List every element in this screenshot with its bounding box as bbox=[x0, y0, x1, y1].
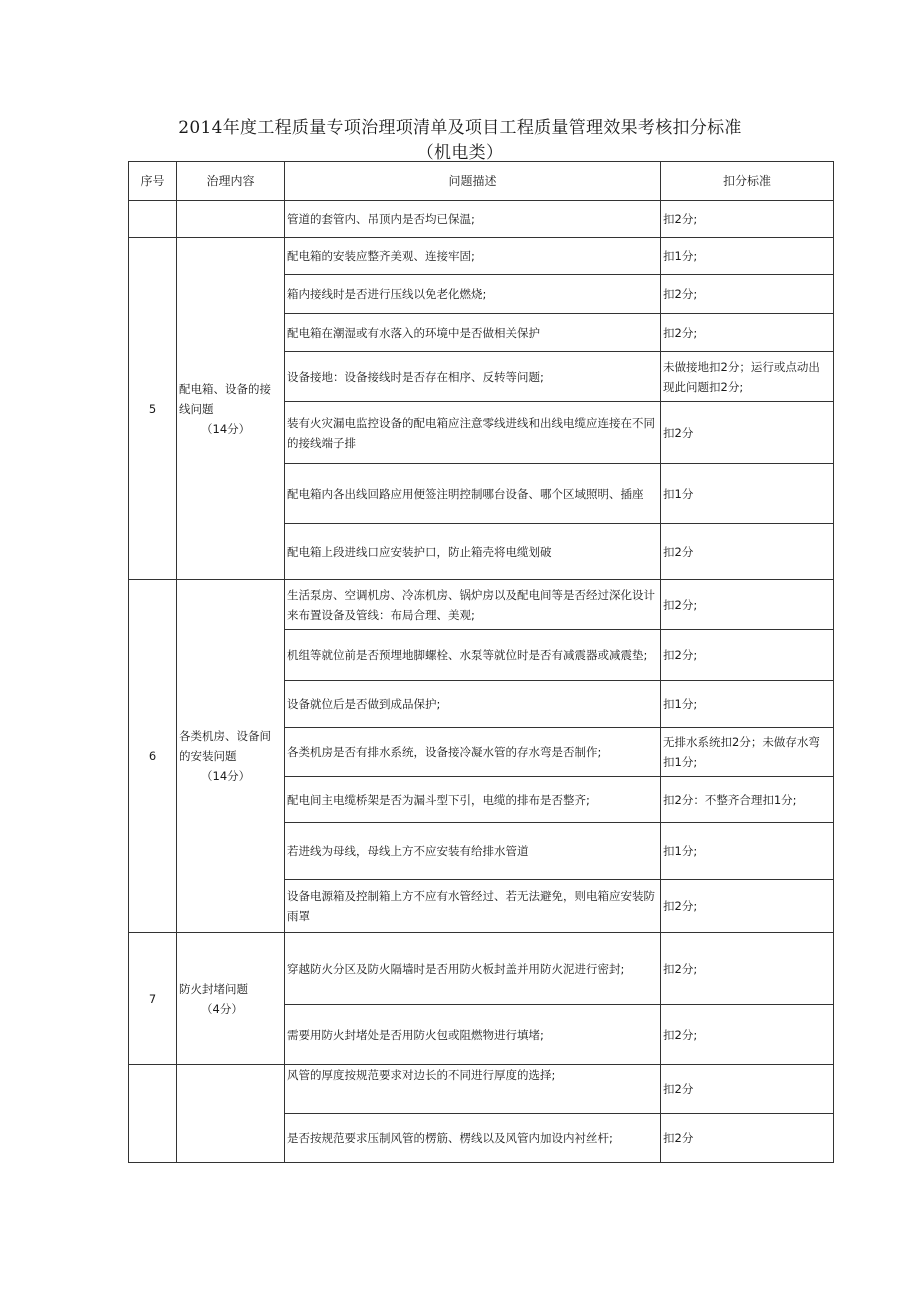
header-no: 序号 bbox=[129, 162, 177, 201]
row-desc: 若进线为母线，母线上方不应安装有给排水管道 bbox=[285, 823, 661, 880]
table-row bbox=[129, 238, 834, 275]
group-6-points: （14分） bbox=[201, 769, 251, 783]
row-deduct: 扣2分：不整齐合理扣1分; bbox=[661, 777, 834, 823]
row-deduct: 扣2分 bbox=[661, 402, 834, 464]
row-desc: 设备接地：设备接线时是否存在相序、反转等问题; bbox=[285, 352, 661, 402]
row-desc: 机组等就位前是否预埋地脚螺栓、水泵等就位时是否有减震器或减震垫; bbox=[285, 630, 661, 681]
table-row bbox=[129, 201, 834, 238]
row-desc: 各类机房是否有排水系统，设备接冷凝水管的存水弯是否制作; bbox=[285, 728, 661, 777]
row-desc: 配电箱的安装应整齐美观、连接牢固; bbox=[285, 238, 661, 275]
group-8-number bbox=[129, 1065, 177, 1163]
document-subtitle: （机电类） bbox=[416, 143, 504, 163]
document-title: 2014年度工程质量专项治理项清单及项目工程质量管理效果考核扣分标准 bbox=[178, 118, 742, 138]
header-topic: 治理内容 bbox=[177, 162, 285, 201]
row-deduct: 扣2分; bbox=[661, 580, 834, 630]
group-7-topic bbox=[177, 933, 285, 1065]
header-desc: 问题描述 bbox=[285, 162, 661, 201]
group-6-number: 6 bbox=[129, 580, 177, 933]
row-deduct: 扣2分; bbox=[661, 275, 834, 314]
row-deduct: 扣2分; bbox=[661, 880, 834, 933]
group-7-topic-text: 防火封堵问题 bbox=[179, 981, 248, 996]
row-desc: 需要用防火封堵处是否用防火包或阻燃物进行填堵; bbox=[285, 1005, 661, 1065]
row-desc: 配电箱在潮湿或有水落入的环境中是否做相关保护 bbox=[285, 314, 661, 352]
row-deduct: 扣2分 bbox=[661, 524, 834, 580]
table-header-row bbox=[129, 162, 834, 201]
row-desc: 穿越防火分区及防火隔墙时是否用防火板封盖并用防火泥进行密封; bbox=[285, 933, 661, 1005]
row-deduct: 无排水系统扣2分；未做存水弯扣1分; bbox=[661, 728, 834, 777]
row-no bbox=[129, 201, 177, 238]
row-deduct: 扣2分 bbox=[661, 1114, 834, 1163]
group-7-number: 7 bbox=[129, 933, 177, 1065]
group-5-topic-text: 配电箱、设备的接线问题 bbox=[179, 381, 271, 416]
group-5-number: 5 bbox=[129, 238, 177, 580]
row-desc: 风管的厚度按规范要求对边长的不同进行厚度的选择; bbox=[285, 1065, 661, 1114]
row-desc: 配电箱内各出线回路应用便签注明控制哪台设备、哪个区域照明、插座 bbox=[285, 464, 661, 524]
row-desc: 生活泵房、空调机房、冷冻机房、锅炉房以及配电间等是否经过深化设计来布置设备及管线：布局合理、美观; bbox=[285, 580, 661, 630]
row-deduct: 扣1分 bbox=[661, 464, 834, 524]
row-deduct: 扣2分; bbox=[661, 933, 834, 1005]
group-5-points: （14分） bbox=[201, 421, 251, 436]
group-6-topic-text: 各类机房、设备间的安装问题 bbox=[179, 729, 271, 763]
row-deduct: 未做接地扣2分；运行或点动出现此问题扣2分; bbox=[661, 352, 834, 402]
table-row bbox=[129, 1065, 834, 1114]
row-desc: 箱内接线时是否进行压线以免老化燃烧; bbox=[285, 275, 661, 314]
group-7-points: （4分） bbox=[201, 1001, 243, 1016]
table-row bbox=[129, 933, 834, 1005]
row-desc: 装有火灾漏电监控设备的配电箱应注意零线进线和出线电缆应连接在不同的接线端子排 bbox=[285, 402, 661, 464]
row-deduct: 扣2分; bbox=[661, 201, 834, 238]
row-deduct: 扣1分; bbox=[661, 238, 834, 275]
group-8-topic bbox=[177, 1065, 285, 1163]
row-deduct: 扣1分; bbox=[661, 681, 834, 728]
row-deduct: 扣2分 bbox=[661, 1065, 834, 1114]
header-deduct: 扣分标准 bbox=[661, 162, 834, 201]
table-row bbox=[129, 580, 834, 630]
group-6-topic bbox=[177, 580, 285, 933]
row-topic bbox=[177, 201, 285, 238]
row-desc: 配电箱上段进线口应安装护口，防止箱壳将电缆划破 bbox=[285, 524, 661, 580]
row-desc: 设备就位后是否做到成品保护; bbox=[285, 681, 661, 728]
row-desc: 是否按规范要求压制风管的楞筋、楞线以及风管内加设内衬丝杆; bbox=[285, 1114, 661, 1163]
row-deduct: 扣2分; bbox=[661, 314, 834, 352]
row-desc: 设备电源箱及控制箱上方不应有水管经过、若无法避免，则电箱应安装防雨罩 bbox=[285, 880, 661, 933]
row-deduct: 扣2分; bbox=[661, 630, 834, 681]
row-deduct: 扣1分; bbox=[661, 823, 834, 880]
row-deduct: 扣2分; bbox=[661, 1005, 834, 1065]
deduction-standards-table bbox=[128, 161, 834, 1163]
row-desc: 管道的套管内、吊顶内是否均已保温; bbox=[285, 201, 661, 238]
row-desc: 配电间主电缆桥架是否为漏斗型下引，电缆的排布是否整齐; bbox=[285, 777, 661, 823]
group-5-topic bbox=[177, 238, 285, 580]
